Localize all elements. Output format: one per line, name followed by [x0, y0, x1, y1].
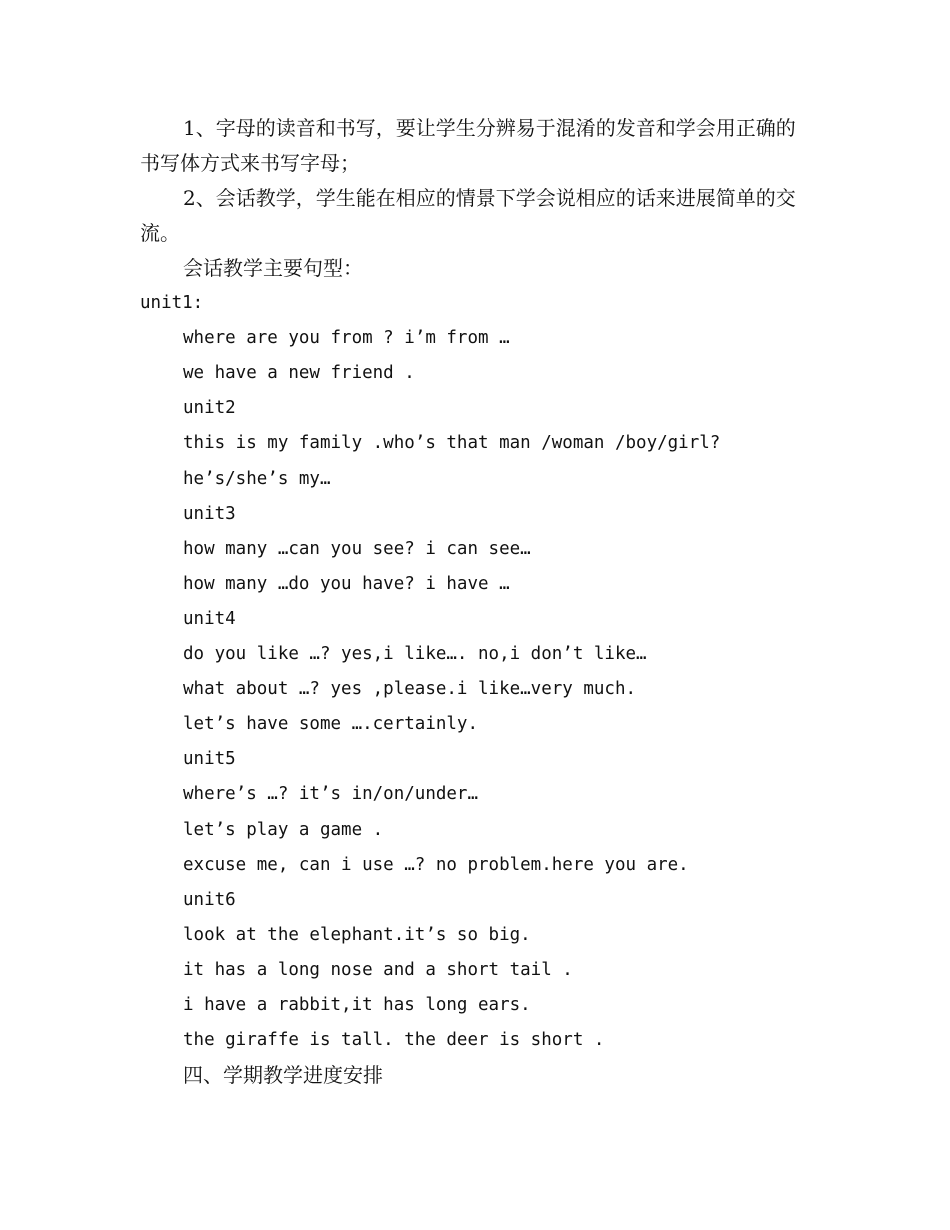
- sentence-line: look at the elephant.it’s so big.: [183, 924, 531, 945]
- sentence-line: what about …? yes ,please.i like…very much.: [183, 679, 637, 700]
- sentence-line: it has a long nose and a short tail .: [183, 959, 573, 980]
- unit-label: unit3: [183, 503, 236, 524]
- sentence-line: he’s/she’s my…: [183, 468, 331, 489]
- paragraph-dialogue: 2、会话教学，学生能在相应的情景下学会说相应的话来进展简单的交流。: [140, 186, 796, 245]
- sentence-line: where’s …? it’s in/on/under…: [183, 784, 479, 805]
- sentence-line: where are you from ? i’m from …: [183, 328, 510, 349]
- unit-label: unit2: [183, 398, 236, 419]
- unit-label: unit5: [183, 749, 236, 770]
- sentence-line: let’s have some ….certainly.: [183, 714, 479, 735]
- sentence-line: we have a new friend .: [183, 363, 415, 384]
- sentence-line: do you like …? yes,i like…. no,i don’t like…: [183, 644, 647, 665]
- unit-label: unit4: [183, 608, 236, 629]
- unit-label: unit6: [183, 889, 236, 910]
- sentence-line: how many …do you have? i have …: [183, 573, 510, 594]
- sentence-line: i have a rabbit,it has long ears.: [183, 994, 531, 1015]
- paragraph-letters: 1、字母的读音和书写，要让学生分辨易于混淆的发音和学会用正确的书写体方式来书写字母；: [140, 116, 796, 175]
- document-body: [140, 111, 812, 1093]
- sentence-line: this is my family .who’s that man /woman /boy/girl?: [183, 433, 721, 454]
- section-heading: 会话教学主要句型：: [183, 256, 363, 280]
- sentence-line: the giraffe is tall. the deer is short .: [183, 1030, 605, 1051]
- footer-heading: 四、学期教学进度安排: [183, 1063, 383, 1088]
- sentence-line: let’s play a game .: [183, 819, 384, 840]
- sentence-line: excuse me, can i use …? no problem.here you are.: [183, 854, 689, 875]
- unit-label: unit1:: [140, 293, 204, 314]
- sentence-line: how many …can you see? i can see…: [183, 538, 531, 559]
